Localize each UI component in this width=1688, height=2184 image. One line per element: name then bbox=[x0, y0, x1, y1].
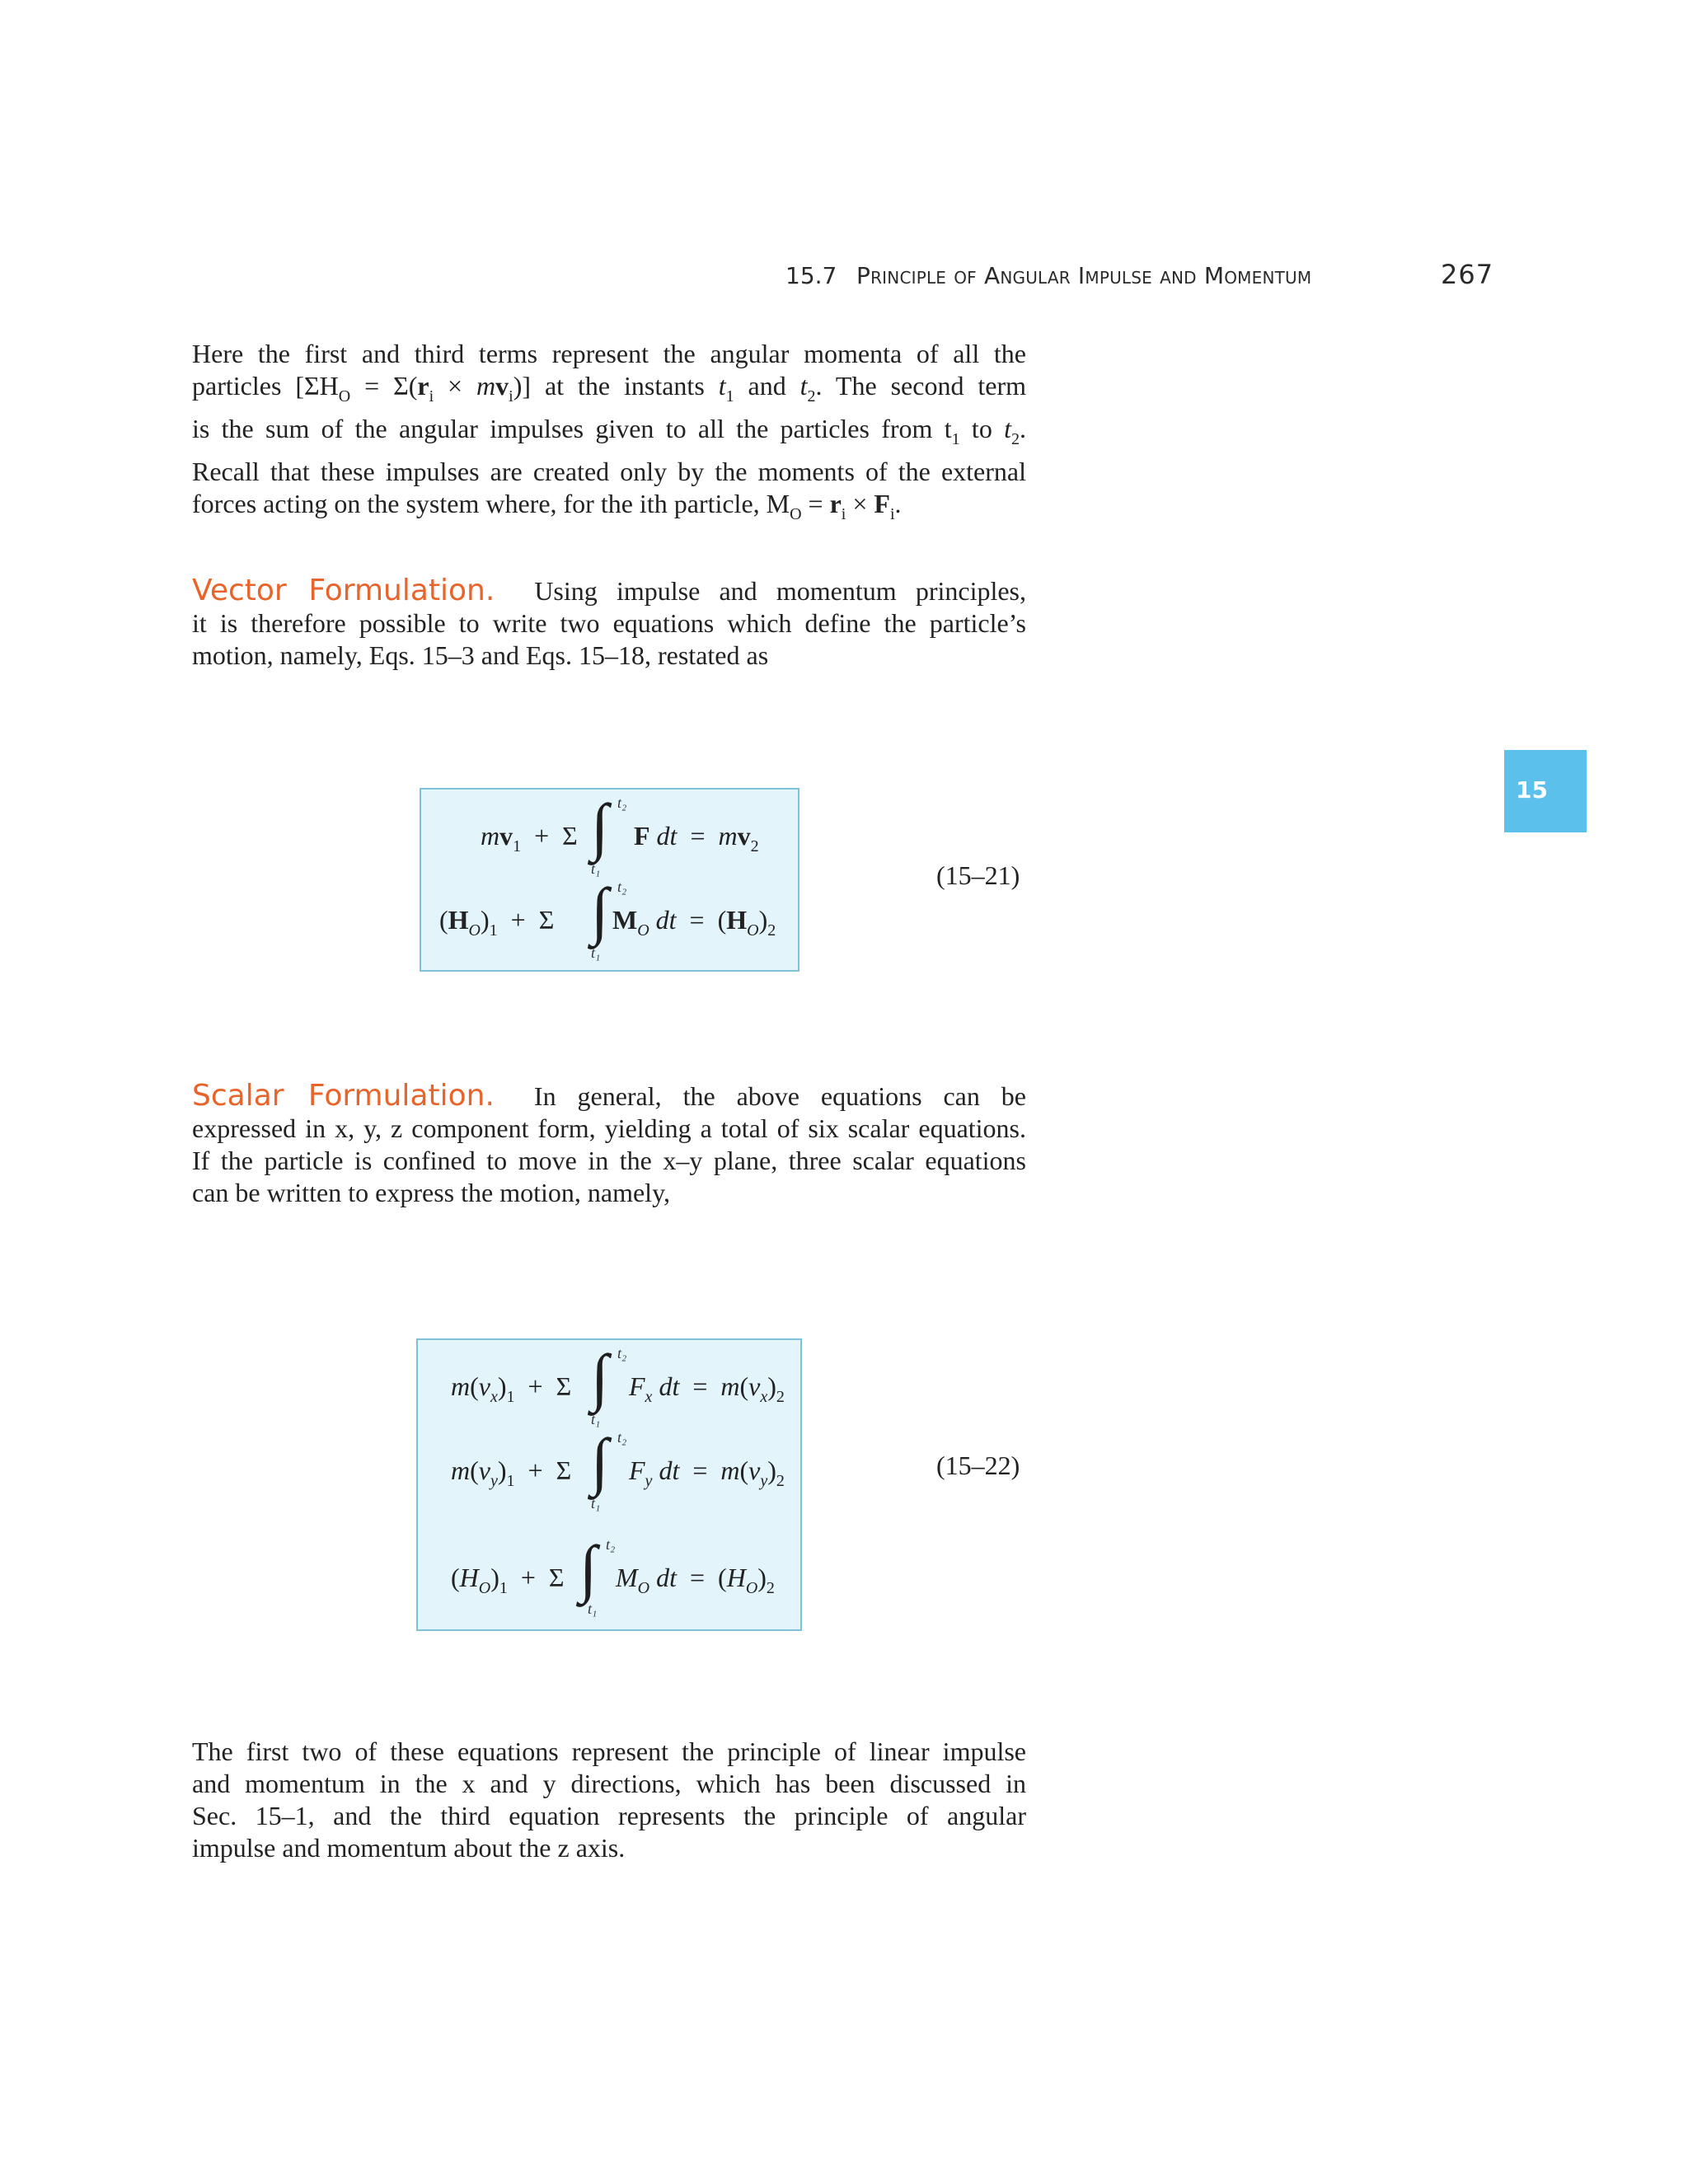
equation-box-15-22: $m(v_x)_1 + \Sigma$ ∫ t₂ t₁ $F_x$ dt = $m(v_x)_2$ $m(v_y)_1 + \Sigma$ ∫ t₂ t₁ $F_y$ dt = $m(v_y)_2$ $(H_O)_1 + \Sigma$ ∫ t₂ t₁ $M_O$ dt = $(H_O)_2$ bbox=[416, 1338, 802, 1631]
chapter-tab-label: 15 bbox=[1516, 776, 1548, 804]
text-line: Recall that these impulses are created only by the moments of the external bbox=[192, 457, 1026, 486]
text-line: expressed in x, y, z component form, yielding a total of six scalar equations. bbox=[192, 1113, 1026, 1143]
text-line: forces acting on the system where, for the ith particle, $M_O = r_i \times F_i$. bbox=[192, 489, 902, 523]
text-line: and momentum in the x and y directions, which has been discussed in bbox=[192, 1769, 1026, 1798]
lower-limit: t₁ bbox=[591, 1495, 601, 1511]
equation-box-15-21: $mv_1 + \Sigma$ ∫ t₂ t₁ F dt = $mv_2$ $(H_O)_1 + \Sigma$ ∫ t₂ t₁ $M_O$ dt = $(H_O)_2$ bbox=[420, 788, 799, 972]
vector-formulation-heading: Vector Formulation. bbox=[192, 574, 495, 607]
section-title: Principle of Angular Impulse and Momentum bbox=[856, 262, 1312, 289]
equation-number-15-21: (15–21) bbox=[936, 860, 1020, 890]
upper-limit: t₂ bbox=[617, 879, 627, 895]
lower-limit: t₁ bbox=[591, 1411, 601, 1427]
text-line: can be written to express the motion, namely, bbox=[192, 1178, 670, 1207]
upper-limit: t₂ bbox=[617, 1429, 627, 1446]
text-line: motion, namely, Eqs. 15–3 and Eqs. 15–18, restated as bbox=[192, 640, 769, 670]
equation-angular-impulse: $(H_O)_1 + \Sigma$ bbox=[439, 905, 555, 940]
equation-number-15-22: (15–22) bbox=[936, 1451, 1020, 1480]
vector-formulation-paragraph bbox=[192, 574, 1026, 672]
scalar-formulation-heading: Scalar Formulation. bbox=[192, 1079, 495, 1113]
integral-sign: ∫ bbox=[591, 1341, 609, 1413]
upper-limit: t₂ bbox=[606, 1536, 616, 1553]
text-line: Sec. 15–1, and the third equation represents the principle of angular bbox=[192, 1801, 1026, 1830]
text-line: particles $[\Sigma H_O = \Sigma(r_i \times mv_i)]$ at the instants $t_1$ and $t_2$. The second term bbox=[192, 371, 1027, 405]
text-line: impulse and momentum about the z axis. bbox=[192, 1833, 626, 1863]
text-line: Scalar Formulation. In general, the above equations can be bbox=[192, 1079, 1026, 1113]
text-line: Here the first and third terms represent the angular momenta of all the bbox=[192, 339, 1026, 368]
lower-limit: t₁ bbox=[591, 944, 601, 961]
chapter-tab bbox=[1504, 750, 1587, 832]
lower-limit: t₁ bbox=[591, 860, 601, 877]
text-line: The first two of these equations represent the principle of linear impulse bbox=[192, 1736, 1026, 1766]
integral-sign: ∫ bbox=[591, 874, 609, 946]
text-line: it is therefore possible to write two equations which define the particle’s bbox=[192, 608, 1026, 638]
upper-limit: t₂ bbox=[617, 1345, 627, 1361]
integral-sign: ∫ bbox=[591, 1425, 609, 1497]
closing-paragraph bbox=[192, 1736, 1026, 1864]
text-line: If the particle is confined to move in the x–y plane, three scalar equations bbox=[192, 1146, 1026, 1175]
equation-x-component: $m(v_x)_1 + \Sigma$ bbox=[451, 1371, 572, 1406]
upper-limit: t₂ bbox=[617, 794, 627, 811]
text-line: is the sum of the angular impulses given to all the particles from $t_1$ to $t_2$. bbox=[192, 414, 1027, 448]
equation-moment-component: $(H_O)_1 + \Sigma$ bbox=[451, 1563, 565, 1597]
equation-linear-impulse: $mv_1 + \Sigma$ bbox=[481, 821, 578, 855]
equation-y-component: $m(v_y)_1 + \Sigma$ bbox=[451, 1455, 572, 1490]
scalar-formulation-paragraph bbox=[192, 1080, 1026, 1209]
integral-sign: ∫ bbox=[579, 1532, 598, 1604]
intro-paragraph bbox=[192, 338, 1026, 531]
section-number: 15.7 bbox=[785, 262, 837, 289]
integral-sign: ∫ bbox=[591, 790, 609, 862]
text-line: Vector Formulation. Using impulse and momentum principles, bbox=[192, 574, 1026, 607]
page-number: 267 bbox=[1441, 259, 1494, 290]
lower-limit: t₁ bbox=[588, 1601, 598, 1617]
